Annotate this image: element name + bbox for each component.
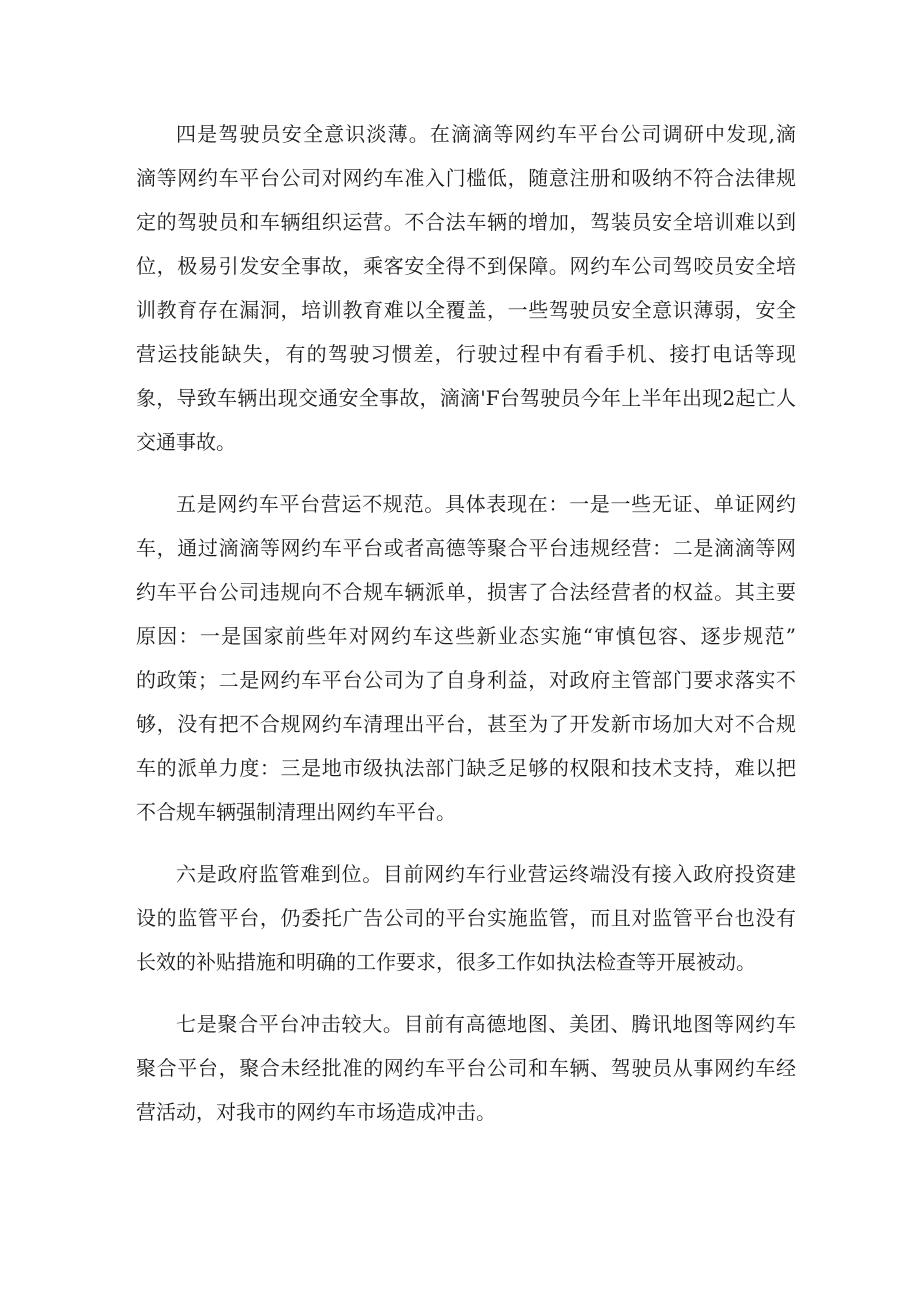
text-line: 聚合平台，聚合未经批准的网约车平台公司和车辆、驾驶员从事网约车经 [136,1056,796,1080]
paragraph-7 [136,1002,796,1134]
text-line: 训教育存在漏洞，培训教育难以全覆盖，一些驾驶员安全意识薄弱，安全 [136,298,796,322]
text-line: 够，没有把不合规网约车清理出平台，甚至为了开发新市场加大对不合规 [136,712,796,736]
text-line: 位，极易引发安全事故，乘客安全得不到保障。网约车公司驾咬员安全培 [136,254,796,278]
paragraph-5 [136,482,796,834]
paragraph-4 [136,112,796,464]
text-line: 原因：一是国家前些年对网约车这些新业态实施“审慎包容、逐步规范” [136,624,796,648]
document-body [136,112,796,1134]
text-line: 不合规车辆强制清理出网约车平台。 [136,800,456,824]
text-line: 营活动，对我市的网约车市场造成冲击。 [136,1100,496,1124]
text-line: 约车平台公司违规向不合规车辆派单，损害了合法经营者的权益。其主要 [136,580,796,604]
text-line: 交通事故。 [136,430,236,454]
text-line: 营运技能缺失，有的驾驶习惯差，行驶过程中有看手机、接打电话等现 [136,342,796,366]
text-line: 象，导致车辆出现交通安全事故，滴滴'F台驾驶员今年上半年出现2起亡人 [136,386,796,410]
text-line: 长效的补贴措施和明确的工作要求，很多工作如执法检查等开展被动。 [136,950,756,974]
text-line: 五是网约车平台营运不规范。具体表现在：一是一些无证、单证网约 [176,492,796,516]
text-line: 车的派单力度：三是地市级执法部门缺乏足够的权限和技术支持，难以把 [136,756,796,780]
paragraph-6 [136,852,796,984]
text-line: 六是政府监管难到位。目前网约车行业营运终端没有接入政府投资建 [176,862,796,886]
text-line: 车，通过滴滴等网约车平台或者高德等聚合平台违规经营：二是滴滴等网 [136,536,796,560]
text-line: 四是驾驶员安全意识淡薄。在滴滴等网约车平台公司调研中发现,滴 [176,122,796,146]
text-line: 设的监管平台，仍委托广告公司的平台实施监管，而且对监管平台也没有 [136,906,796,930]
text-line: 七是聚合平台冲击较大。目前有高德地图、美团、腾讯地图等网约车 [176,1012,796,1036]
text-line: 定的驾驶员和车辆组织运营。不合法车辆的增加，驾装员安全培训难以到 [136,210,796,234]
text-line: 滴等网约车平台公司对网约车准入门槛低，随意注册和吸纳不符合法律规 [136,166,796,190]
text-line: 的政策；二是网约车平台公司为了自身利益，对政府主管部门要求落实不 [136,668,796,692]
